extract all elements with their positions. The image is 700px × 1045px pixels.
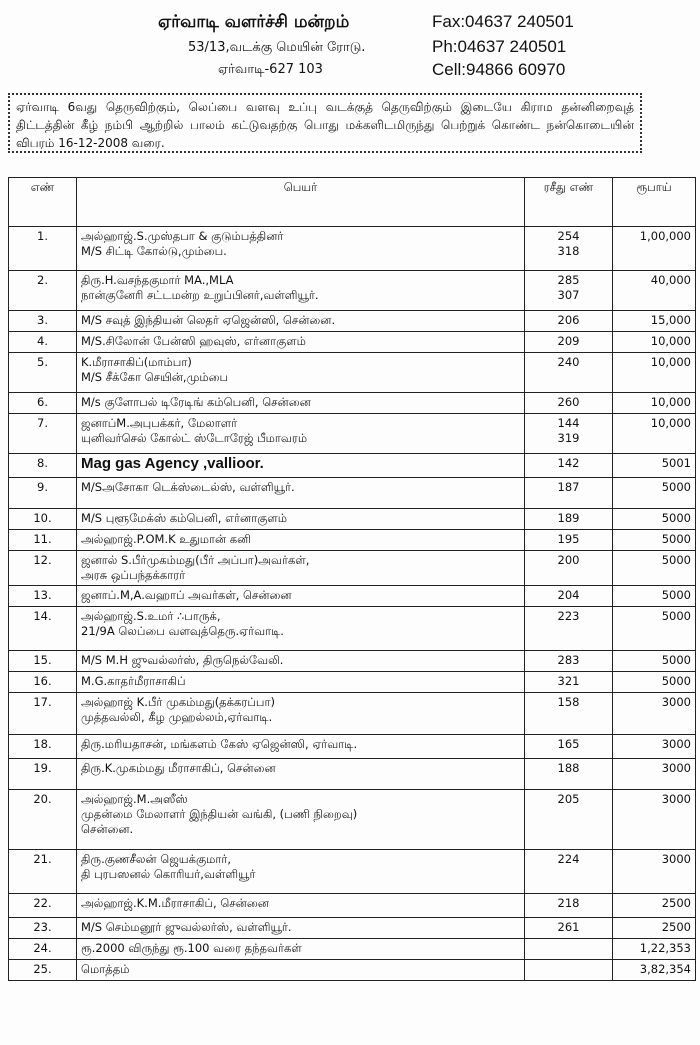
receipt-number [525,894,613,918]
donor-name-line: அல்ஹாஜ்.P.OM.K உதுமான் கனி [81,532,251,546]
donor-name-line: ஜனாப்.M,A.வஹாப் அவர்கள், சென்னை [81,588,292,602]
receipt-number [525,353,613,393]
amount: 5000 [613,478,696,509]
row-number: 17. [9,693,77,735]
donor-name [77,607,525,651]
receipt-number [525,850,613,894]
receipt-number [525,735,613,759]
table-row [9,790,696,850]
donor-name-line: M/S சவுத் இந்தியன் லெதர் ஏஜென்ஸி, சென்னை. [81,313,336,327]
donor-name [77,478,525,509]
receipt-number [525,607,613,651]
receipt-number [525,672,613,693]
receipt-number [525,759,613,790]
table-row [9,918,696,939]
receipt-line: 188 [557,761,580,775]
row-number: 12. [9,551,77,586]
donor-name [77,850,525,894]
row-number: 18. [9,735,77,759]
amount: 1,00,000 [613,227,696,271]
amount: 3000 [613,790,696,850]
donor-name-line: M/S புளூமேக்ஸ் கம்பெனி, எர்னாகுளம் [81,511,287,525]
table-body [9,227,696,981]
donor-name [77,227,525,271]
letterhead [0,0,700,88]
donor-name-line: Mag gas Agency ,vallioor. [81,455,264,472]
row-number: 6. [9,393,77,414]
table-row [9,672,696,693]
row-number: 10. [9,509,77,530]
amount: 5000 [613,672,696,693]
donor-name [77,551,525,586]
donor-name-line: திரு.K.முகம்மது மீராசாகிப், சென்னை [81,761,276,775]
receipt-line: 254 [557,229,580,243]
row-number: 13. [9,586,77,607]
table-row [9,454,696,478]
amount: 40,000 [613,271,696,311]
donor-name-line: முத்தவல்லி, கீழ முஹல்லம்,ஏர்வாடி. [81,710,273,724]
donor-name [77,509,525,530]
receipt-line: 223 [557,609,580,623]
table-row [9,478,696,509]
receipt-line: 307 [557,288,580,302]
donor-name-line: M.G.காதர்மீராசாகிப் [81,674,186,688]
donor-name-line: M/S சிட்டி கோல்டு,மும்பை. [81,244,227,258]
receipt-line: 318 [557,244,580,258]
receipt-line: 321 [557,674,580,688]
row-number: 20. [9,790,77,850]
donor-name [77,353,525,393]
table-row [9,651,696,672]
cell-number: Cell:94866 60970 [432,60,566,79]
receipt-line: 260 [557,395,580,409]
donor-name [77,311,525,332]
donor-name-line: M/S M.H ஜுவல்லர்ஸ், திருநெல்வேலி. [81,653,284,667]
amount: 5000 [613,651,696,672]
amount: 10,000 [613,353,696,393]
org-pincode: ஏர்வாடி-627 103 [218,62,323,77]
donor-name [77,586,525,607]
donor-name-line: அல்ஹாஜ்.S.முஸ்தபா & குடும்பத்தினர் [81,229,284,243]
row-number: 21. [9,850,77,894]
notice-box: ஏர்வாடி 6வது தெருவிற்கும், லெப்பை வளவு உப்பு வடக்குத் தெருவிற்கும் இடையே கிராம தன்னிறைவுத் திட்டத்தின் கீழ் நம்பி ஆற்றில் பாலம் கட்டுவதற்கு பொது மக்களிடமிருந்து பெற்றுக் கொண்ட நன்கொடையின் விபரம் 16-12-2008 வரை. [8,93,642,153]
table-row [9,551,696,586]
donor-name [77,960,525,981]
row-number: 19. [9,759,77,790]
table-row [9,607,696,651]
donor-name-line: M/Sஅசோகா டெக்ஸ்டைல்ஸ், வள்ளியூர். [81,480,295,494]
donor-name [77,790,525,850]
row-number: 15. [9,651,77,672]
receipt-line: 142 [557,456,580,470]
receipt-line: 205 [557,792,580,806]
donor-name-line: நான்குனேரி சட்டமன்ற உறுப்பினர்,வள்ளியூர். [81,288,319,302]
row-number: 24. [9,939,77,960]
donor-name-line: திரு.H.வசந்தகுமார் MA.,MLA [81,273,234,287]
table-row [9,509,696,530]
table-row [9,693,696,735]
donor-name [77,530,525,551]
amount: 10,000 [613,393,696,414]
fax-number: Fax:04637 240501 [432,12,574,31]
donor-name-line: M/S செம்மனூர் ஜுவல்லர்ஸ், வள்ளியூர். [81,920,292,934]
donor-name [77,693,525,735]
donor-name [77,939,525,960]
receipt-line: 144 [557,416,580,430]
donor-name [77,759,525,790]
receipt-number [525,332,613,353]
row-number: 8. [9,454,77,478]
table-row [9,894,696,918]
receipt-number [525,393,613,414]
donor-name [77,271,525,311]
donor-name [77,454,525,478]
donor-name-line: தி புரபஸனல் கொரியர்,வள்ளியூர் [81,867,256,881]
row-number: 25. [9,960,77,981]
receipt-number [525,960,613,981]
donor-name-line: அல்ஹாஜ் K.பீர் முகம்மது(தக்கரப்பா) [81,695,275,709]
receipt-number [525,530,613,551]
amount: 3000 [613,759,696,790]
table-row [9,960,696,981]
donor-name [77,894,525,918]
amount: 3000 [613,693,696,735]
receipt-line: 206 [557,313,580,327]
receipt-number [525,918,613,939]
donor-name-line: ஜனாப்M.அபுபக்கர், மேலாளர் [81,416,238,430]
receipt-line: 285 [557,273,580,287]
donor-name-line: ஜனால் S.பீர்முகம்மது(பீர் அப்பா)அவர்கள், [81,553,310,567]
receipt-number [525,454,613,478]
donor-name-line: அரசு ஒப்பந்தக்காரர் [81,568,186,582]
header-receipt: ரசீது எண் [525,178,613,227]
donor-name [77,672,525,693]
donor-name-line: மொத்தம் [81,962,130,976]
donor-name [77,332,525,353]
table-row [9,939,696,960]
amount: 3000 [613,850,696,894]
receipt-number [525,414,613,454]
header-name: பெயர் [77,178,525,227]
receipt-number [525,693,613,735]
amount: 1,22,353 [613,939,696,960]
donor-name-line: அல்ஹாஜ்.M.அஸீஸ் [81,792,188,806]
amount: 2500 [613,894,696,918]
phone-number: Ph:04637 240501 [432,37,567,56]
donor-name-line: முதன்மை மேலாளர் இந்தியன் வங்கி, (பணி நிறைவு) [81,807,358,821]
receipt-line: 283 [557,653,580,667]
header-sn: எண் [9,178,77,227]
donor-name-line: அல்ஹாஜ்.S.உமர் ∴பாருக், [81,609,221,623]
row-number: 1. [9,227,77,271]
amount: 5000 [613,586,696,607]
receipt-line: 195 [557,532,580,546]
table-row [9,735,696,759]
donor-name-line: திரு.மரியதாசன், மங்களம் கேஸ் ஏஜென்ஸி, ஏர்வாடி. [81,737,358,751]
donor-name-line: 21/9A லெப்பை வளவுத்தெரு.ஏர்வாடி. [81,624,284,638]
row-number: 7. [9,414,77,454]
table-row [9,311,696,332]
table-row [9,332,696,353]
receipt-line: 261 [557,920,580,934]
receipt-line: 218 [557,896,580,910]
receipt-number [525,509,613,530]
amount: 5000 [613,509,696,530]
receipt-number [525,271,613,311]
table-row [9,586,696,607]
receipt-number [525,227,613,271]
table-row [9,759,696,790]
table-row [9,530,696,551]
amount: 10,000 [613,332,696,353]
donor-name-line: K.மீராசாகிப்(மாம்பா) [81,355,192,369]
amount: 5001 [613,454,696,478]
amount: 5000 [613,551,696,586]
receipt-line: 165 [557,737,580,751]
row-number: 11. [9,530,77,551]
row-number: 14. [9,607,77,651]
receipt-number [525,790,613,850]
receipt-number [525,939,613,960]
donation-table [8,177,696,981]
amount: 2500 [613,918,696,939]
row-number: 16. [9,672,77,693]
receipt-line: 319 [557,431,580,445]
table-row [9,414,696,454]
amount: 5000 [613,530,696,551]
row-number: 23. [9,918,77,939]
donor-name [77,393,525,414]
row-number: 4. [9,332,77,353]
table-row [9,850,696,894]
row-number: 5. [9,353,77,393]
amount: 5000 [613,607,696,651]
table-header-row [9,178,696,227]
receipt-line: 158 [557,695,580,709]
donor-name-line: திரு.குணசீலன் ஜெயக்குமார், [81,852,232,866]
row-number: 3. [9,311,77,332]
table-row [9,227,696,271]
receipt-line: 189 [557,511,580,525]
donor-name [77,735,525,759]
org-name: ஏர்வாடி வளர்ச்சி மன்றம் [158,12,350,32]
donor-name [77,414,525,454]
row-number: 9. [9,478,77,509]
table-row [9,393,696,414]
row-number: 2. [9,271,77,311]
receipt-line: 187 [557,480,580,494]
receipt-line: 224 [557,852,580,866]
donor-name-line: ரூ.2000 விருந்து ரூ.100 வரை தந்தவர்கள் [81,941,302,955]
donor-name [77,651,525,672]
receipt-number [525,551,613,586]
donor-name-line: M/S சீக்கோ செயின்,மும்பை [81,370,229,384]
receipt-line: 204 [557,588,580,602]
receipt-line: 200 [557,553,580,567]
donor-name-line: M/s குளோபல் டிரேடிங் கம்பெனி, சென்னை [81,395,311,409]
receipt-line: 209 [557,334,580,348]
donor-name [77,918,525,939]
table-row [9,353,696,393]
amount: 3000 [613,735,696,759]
amount: 10,000 [613,414,696,454]
donor-name-line: M/S.சிலோன் பேன்ஸி ஹவுஸ், எர்னாகுளம் [81,334,306,348]
receipt-number [525,311,613,332]
row-number: 22. [9,894,77,918]
amount: 15,000 [613,311,696,332]
receipt-number [525,478,613,509]
receipt-number [525,586,613,607]
receipt-number [525,651,613,672]
donor-name-line: அல்ஹாஜ்.K.M.மீராசாகிப், சென்னை [81,896,269,910]
header-amount: ரூபாய் [613,178,696,227]
org-address: 53/13,வடக்கு மெயின் ரோடு. [188,40,366,55]
table-row [9,271,696,311]
receipt-line: 240 [557,355,580,369]
amount: 3,82,354 [613,960,696,981]
donor-name-line: யுனிவர்செல் கோல்ட் ஸ்டோரேஜ் பீமாவரம் [81,431,308,445]
donor-name-line: சென்னை. [81,822,134,836]
